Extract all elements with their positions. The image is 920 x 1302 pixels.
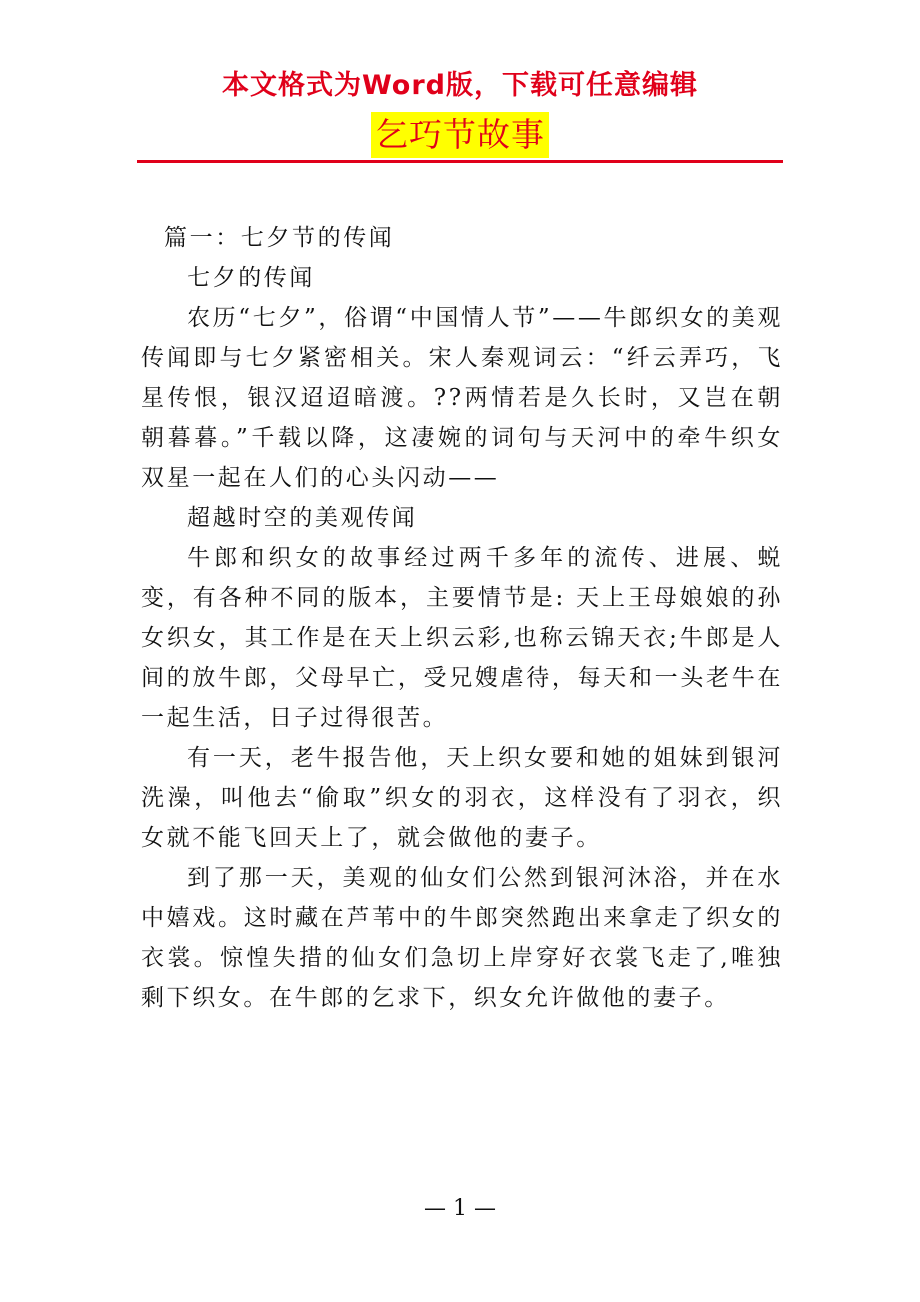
paragraph: 农历“七夕”，俗谓“中国情人节”——牛郎织女的美观传闻即与七夕紧密相关。宋人秦观词云：“纤云弄巧，飞星传恨，银汉迢迢暗渡。??两情若是久长时，又岂在朝朝暮暮。”千载以降，这凄婉的词句与天河中的牵牛织女双星一起在人们的心头闪动—— xyxy=(141,305,783,491)
document-title: 乞巧节故事 xyxy=(371,112,549,158)
header-divider xyxy=(137,160,783,163)
sub-heading: 超越时空的美观传闻 xyxy=(187,505,418,531)
section-heading: 篇一：七夕节的传闻 xyxy=(164,225,395,251)
header-banner: 本文格式为Word版，下载可任意编辑 xyxy=(221,70,698,101)
title-wrapper xyxy=(0,112,920,158)
page-number: — 1 — xyxy=(424,1196,496,1221)
document-body xyxy=(141,218,783,1018)
sub-heading: 七夕的传闻 xyxy=(187,265,315,291)
paragraph: 到了那一天，美观的仙女们公然到银河沐浴，并在水中嬉戏。这时藏在芦苇中的牛郎突然跑出来拿走了织女的衣裳。惊惶失措的仙女们急切上岸穿好衣裳飞走了,唯独剩下织女。在牛郎的乞求下，织女允许做他的妻子。 xyxy=(141,865,783,1011)
paragraph: 有一天，老牛报告他，天上织女要和她的姐妹到银河洗澡，叫他去“偷取”织女的羽衣，这样没有了羽衣，织女就不能飞回天上了，就会做他的妻子。 xyxy=(141,745,783,851)
paragraph: 牛郎和织女的故事经过两千多年的流传、进展、蜕变，有各种不同的版本，主要情节是: 天上王母娘娘的孙女织女，其工作是在天上织云彩,也称云锦天衣;牛郎是人间的放牛郎，父母早亡，受兄嫂虐待，每天和一头老牛在一起生活，日子过得很苦。 xyxy=(141,545,783,731)
